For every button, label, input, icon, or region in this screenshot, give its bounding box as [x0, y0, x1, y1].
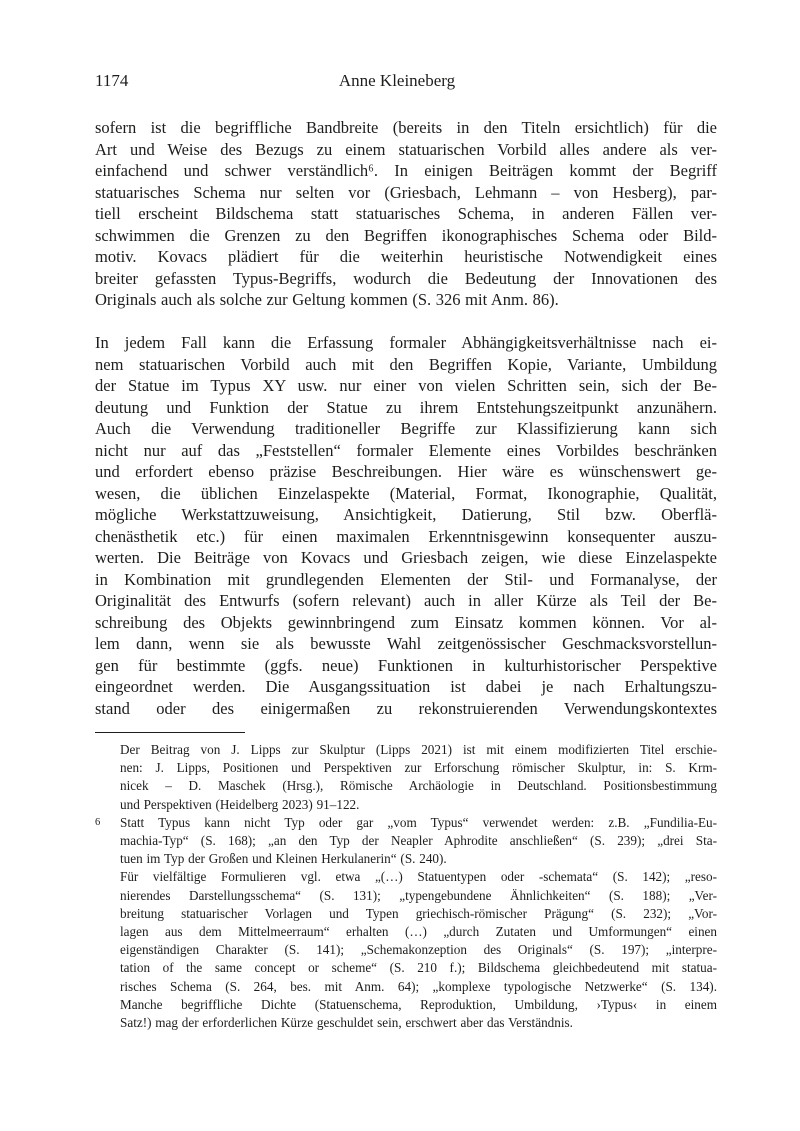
- text-line: lem dann, wenn sie als bewusste Wahl zeitgenössischer Geschmacksvorstellun-: [95, 634, 717, 653]
- text-line: Satz!) mag der erforderlichen Kürze geschuldet sein, erschwert aber das Verständnis.: [120, 1015, 573, 1031]
- text-line: mögliche Werkstattzuweisung, Ansichtigkeit, Datierung, Stil bzw. Oberflä-: [95, 505, 717, 524]
- footnote-text: [120, 868, 717, 1032]
- text-line: nierendes Darstellungsschema“ (S. 131); „typengebundene Ähnlichkeiten“ (S. 188); „Ver-: [120, 887, 717, 903]
- text-line: Originalität des Entwurfs (sofern relevant) auch in aller Kürze als Teil der Be-: [95, 591, 717, 610]
- text-line: eingeordnet werden. Die Ausgangssituation ist dabei je nach Erhaltungszu-: [95, 677, 717, 696]
- text-line: Für vielfältige Formulieren vgl. etwa „(…) Statuentypen oder -schemata“ (S. 142); „reso-: [120, 869, 717, 885]
- text-line: tation of the same concept or scheme“ (S. 210 f.); Bildschema gleichbedeutend mit statua-: [120, 960, 717, 976]
- text-line: nen: J. Lipps, Positionen und Perspektiven zur Erforschung römischer Skulptur, in: S. Krm-: [120, 760, 717, 776]
- text-line: gen für bestimmte (ggfs. neue) Funktionen in kulturhistorischer Perspektive: [95, 655, 717, 675]
- footnote-continuation-block: [95, 741, 717, 814]
- body-paragraph-2: [95, 332, 717, 719]
- footnote-6-block: [95, 814, 717, 869]
- text-line: nicht nur auf das „Feststellen“ formaler Elemente eines Vorbildes beschränken: [95, 440, 717, 460]
- footnotes-section: [95, 741, 717, 1032]
- text-line: lagen aus dem Mittelmeerraum“ erhalten (…) „durch Zutaten und Umformungen“ einen: [120, 924, 717, 940]
- text-line: Art und Weise des Bezugs zu einem statuarischen Vorbild alles andere als ver-: [95, 139, 717, 159]
- text-line: breiter gefassten Typus-Begriffs, wodurch die Bedeutung der Innovationen des: [95, 268, 717, 288]
- footnote-text: [120, 814, 717, 869]
- footnote-6-marker: 6: [95, 816, 101, 828]
- text-line: Manche begriffliche Dichte (Statuenschema, Reproduktion, Umbildung, ›Typus‹ in einem: [120, 996, 717, 1012]
- body-text: [95, 117, 717, 719]
- footnote-separator-rule: [95, 732, 245, 733]
- text-line: schreibung des Objekts gewinnbringend zum Einsatz kommen können. Vor al-: [95, 612, 717, 632]
- text-line: in Kombination mit grundlegenden Elementen der Stil- und Formanalyse, der: [95, 569, 717, 589]
- text-line: schwimmen die Grenzen zu den Begriffen ikonographisches Schema oder Bild-: [95, 225, 717, 245]
- text-line: deutung und Funktion der Statue zu ihrem Entstehungszeitpunkt anzunähern.: [95, 397, 717, 417]
- text-line: der Statue im Typus XY usw. nur einer von vielen Schritten sein, sich der Be-: [95, 376, 717, 395]
- text-line: Der Beitrag von J. Lipps zur Skulptur (Lipps 2021) ist mit einem modifizierten Titel erschie-: [120, 742, 717, 757]
- text-line: chenästhetik etc.) für einen maximalen Erkenntnisgewinn konsequenter auszu-: [95, 526, 717, 546]
- footnote-marker: [95, 741, 120, 814]
- footnote-6-second-paragraph: [95, 868, 717, 1032]
- text-line: statuarisches Schema nur selten vor (Griesbach, Lehmann – von Hesberg), par-: [95, 182, 717, 202]
- text-line: breitung statuarischer Vorlagen und Typen griechisch-römischer Prägung“ (S. 232); „Vor-: [120, 905, 717, 921]
- text-line: werten. Die Beiträge von Kovacs und Griesbach zeigen, wie diese Einzelaspekte: [95, 548, 717, 567]
- text-line: wesen, die üblichen Einzelaspekte (Material, Format, Ikonographie, Qualität,: [95, 483, 717, 503]
- text-line: tiell erscheint Bildschema statt statuarisches Schema, in anderen Fällen ver-: [95, 204, 717, 223]
- text-line: und Perspektiven (Heidelberg 2023) 91–122.: [120, 796, 360, 812]
- text-line: nicek – D. Maschek (Hrsg.), Römische Archäologie in Deutschland. Positionsbestimmung: [120, 778, 717, 794]
- text-line: Auch die Verwendung traditioneller Begriffe zur Klassifizierung kann sich: [95, 419, 717, 438]
- text-line: motiv. Kovacs plädiert für die weiterhin heuristische Notwendigkeit eines: [95, 247, 717, 266]
- text-line: nem statuarischen Vorbild auch mit den Begriffen Kopie, Variante, Umbildung: [95, 354, 717, 374]
- text-line: Statt Typus kann nicht Typ oder gar „vom Typus“ verwendet werden: z.B. „Fundilia-Eu-: [120, 814, 717, 830]
- text-line: risches Schema (S. 264, bes. mit Anm. 64); „komplexe typologische Netzwerke“ (S. 134).: [120, 978, 717, 994]
- text-line: machia-Typ“ (S. 168); „an den Typ der Neapler Aphrodite anschließen“ (S. 239); „drei Sta-: [120, 833, 717, 849]
- text-line: einfachend und schwer verständlich⁶. In einigen Beiträgen kommt der Begriff: [95, 161, 717, 180]
- footnote-marker-empty: [95, 868, 120, 1032]
- running-header: [95, 70, 717, 91]
- text-line: Originals auch als solche zur Geltung kommen (S. 326 mit Anm. 86).: [95, 290, 559, 309]
- text-line: sofern ist die begriffliche Bandbreite (bereits in den Titeln ersichtlich) für die: [95, 118, 717, 137]
- running-head-author: Anne Kleineberg: [338, 71, 456, 90]
- text-line: und erfordert ebenso präzise Beschreibungen. Hier wäre es wünschenswert ge-: [95, 462, 717, 481]
- body-paragraph-1: [95, 117, 717, 311]
- footnote-text: [120, 741, 717, 814]
- text-line: eigenständigen Charakter (S. 141); „Schemakonzeption des Originals“ (S. 197); „interpre-: [120, 942, 717, 958]
- text-line: stand oder des einigermaßen zu rekonstruierenden Verwendungskontextes: [95, 698, 717, 718]
- page-number: 1174: [95, 71, 129, 90]
- text-line: tuen im Typ der Großen und Kleinen Herkulanerin“ (S. 240).: [120, 851, 447, 867]
- text-line: In jedem Fall kann die Erfassung formaler Abhängigkeitsverhältnisse nach ei-: [95, 333, 717, 352]
